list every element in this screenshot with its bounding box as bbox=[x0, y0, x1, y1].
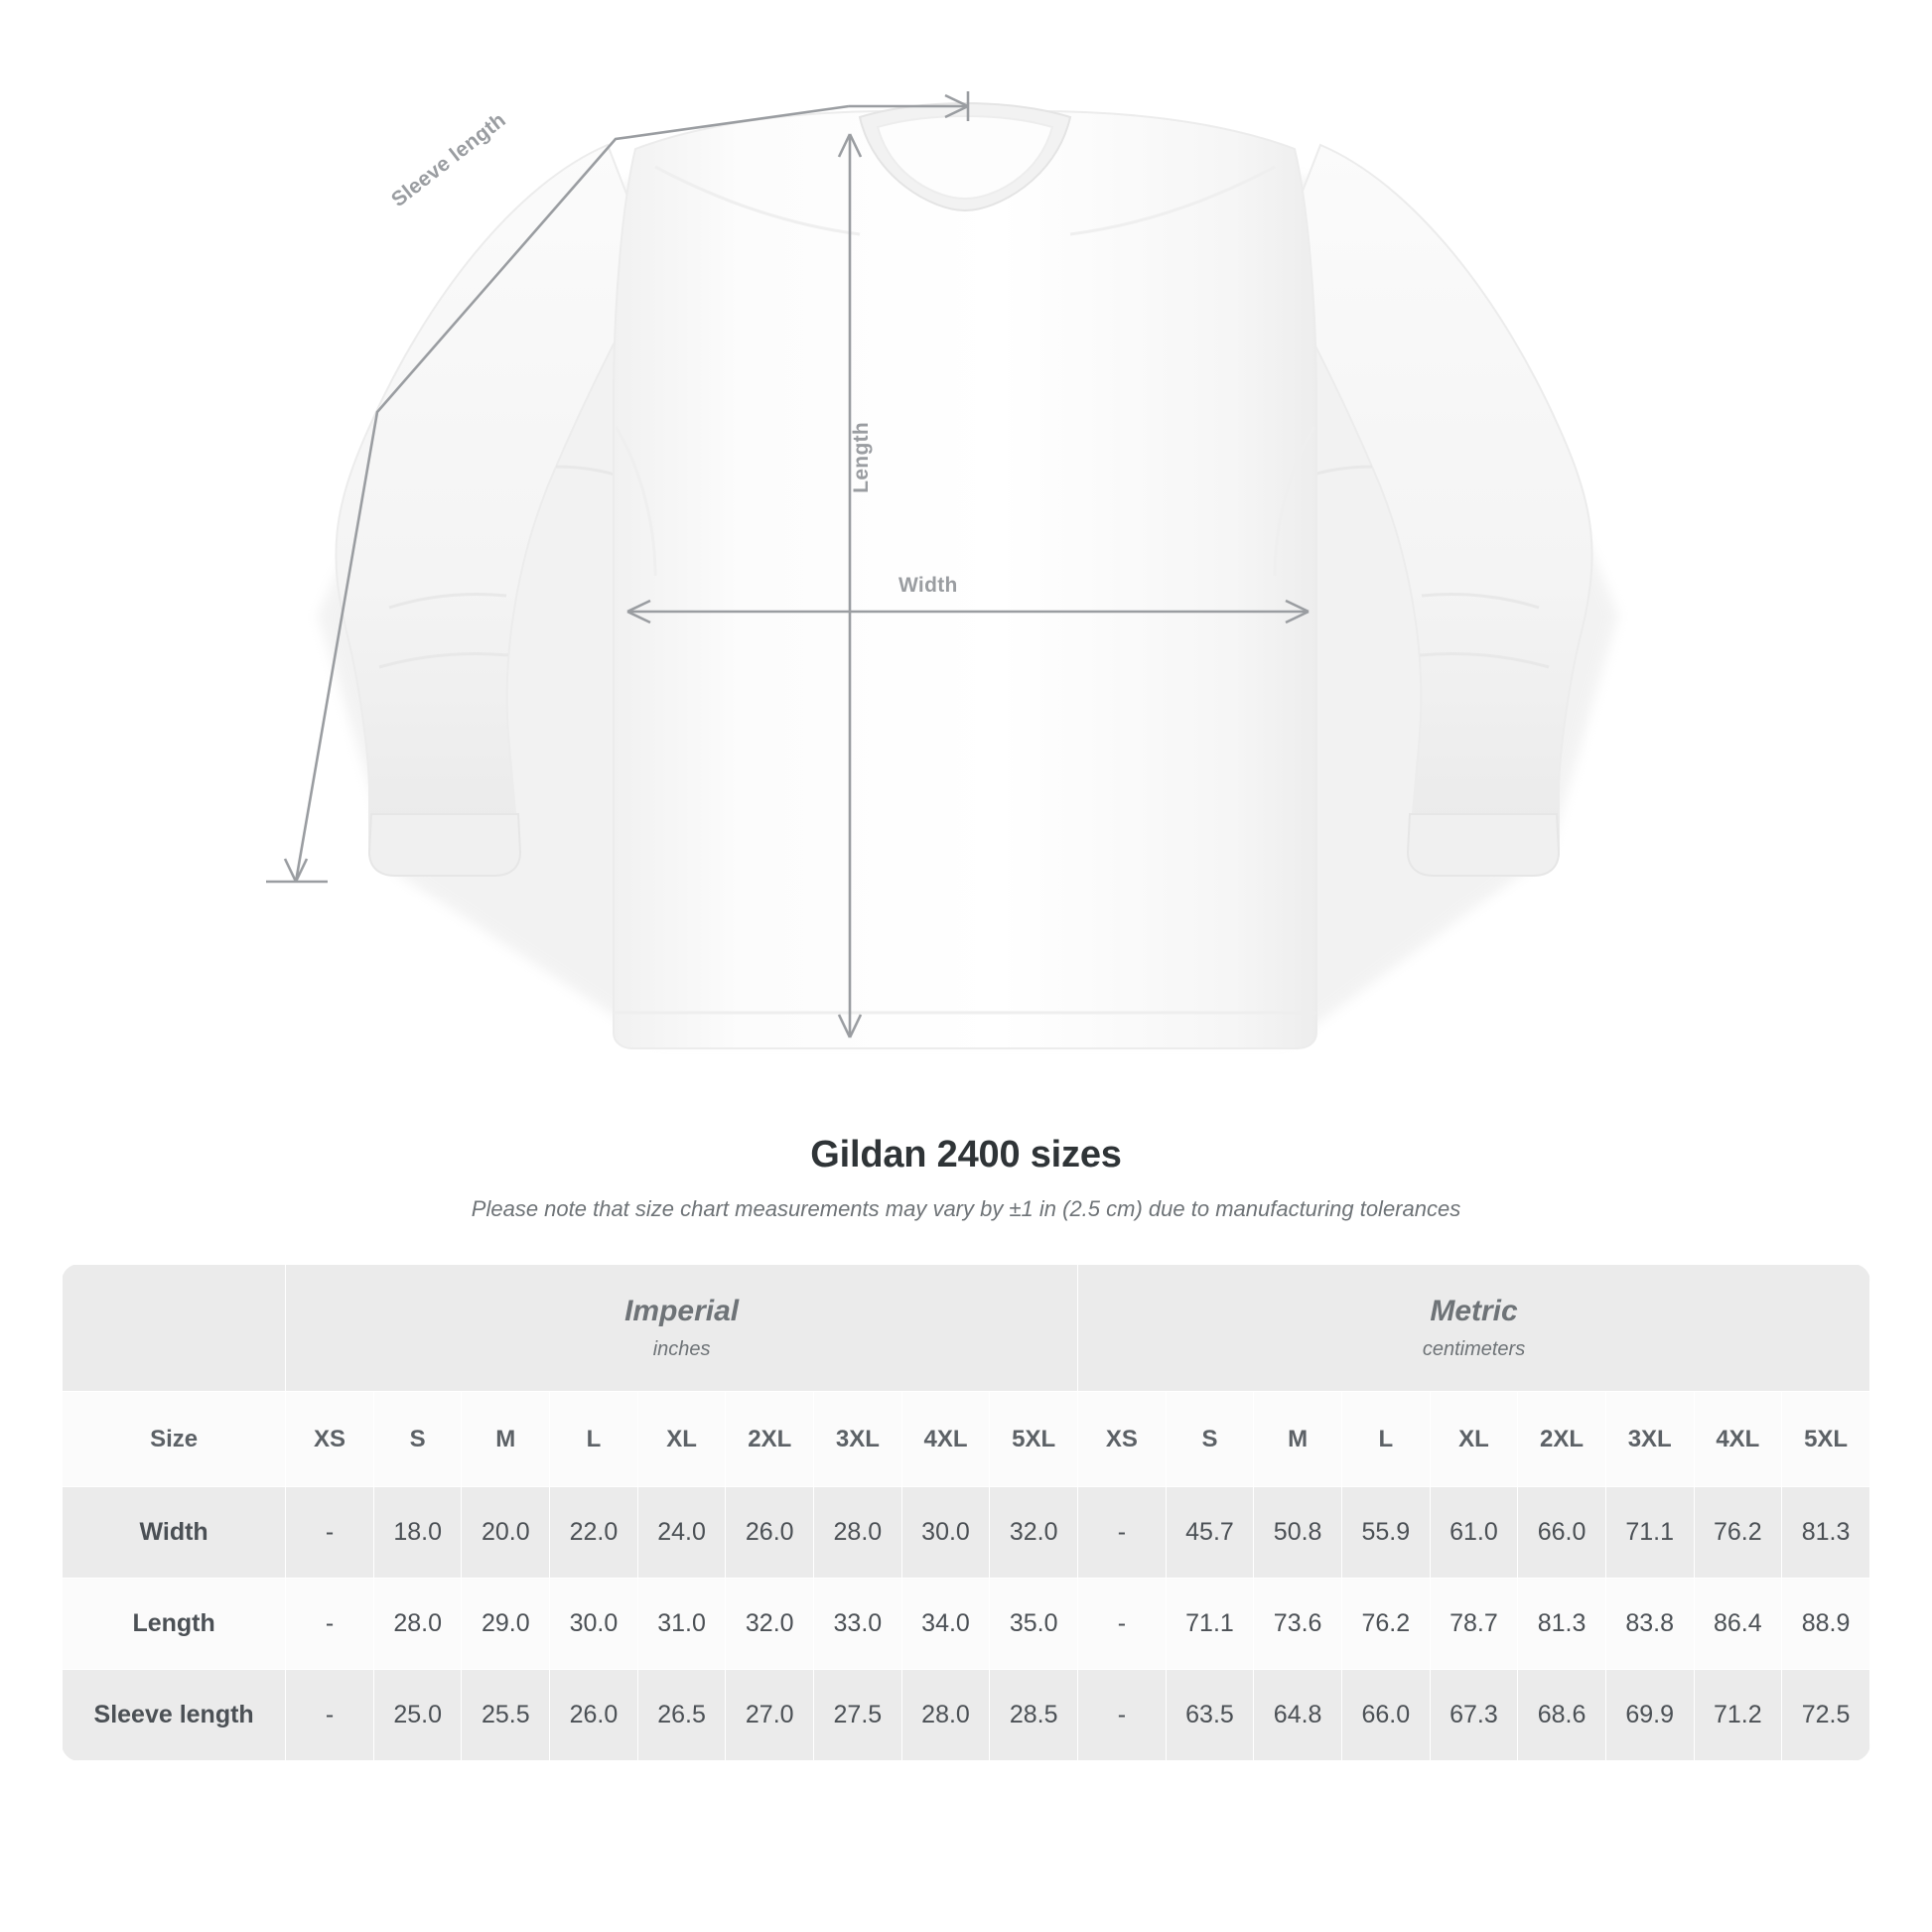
cell-width-imperial-5xl: 32.0 bbox=[990, 1487, 1078, 1579]
cell-sleeve-imperial-2xl: 27.0 bbox=[726, 1670, 814, 1761]
cell-length-imperial-4xl: 34.0 bbox=[901, 1579, 990, 1670]
row-label-width: Width bbox=[63, 1487, 286, 1579]
cell-width-metric-4xl: 76.2 bbox=[1694, 1487, 1782, 1579]
row-label-length: Length bbox=[63, 1579, 286, 1670]
cell-sleeve-metric-4xl: 71.2 bbox=[1694, 1670, 1782, 1761]
cell-width-imperial-xl: 24.0 bbox=[637, 1487, 726, 1579]
cell-sleeve-metric-l: 66.0 bbox=[1341, 1670, 1430, 1761]
cell-width-metric-2xl: 66.0 bbox=[1518, 1487, 1606, 1579]
cell-length-metric-2xl: 81.3 bbox=[1518, 1579, 1606, 1670]
cell-width-imperial-s: 18.0 bbox=[373, 1487, 462, 1579]
cell-sleeve-imperial-xs: - bbox=[286, 1670, 374, 1761]
cell-length-metric-xs: - bbox=[1078, 1579, 1167, 1670]
shirt-body bbox=[614, 111, 1316, 1048]
unit-group-metric-name: Metric bbox=[1430, 1295, 1518, 1327]
cell-width-metric-5xl: 81.3 bbox=[1782, 1487, 1870, 1579]
cell-length-metric-3xl: 83.8 bbox=[1605, 1579, 1694, 1670]
cell-length-imperial-m: 29.0 bbox=[462, 1579, 550, 1670]
cell-width-metric-xs: - bbox=[1078, 1487, 1167, 1579]
row-label-sleeve-length: Sleeve length bbox=[63, 1670, 286, 1761]
cell-length-imperial-5xl: 35.0 bbox=[990, 1579, 1078, 1670]
cell-sleeve-imperial-s: 25.0 bbox=[373, 1670, 462, 1761]
cell-length-metric-l: 76.2 bbox=[1341, 1579, 1430, 1670]
cell-sleeve-imperial-l: 26.0 bbox=[550, 1670, 638, 1761]
unit-group-imperial bbox=[286, 1265, 1078, 1392]
unit-group-imperial-sub: inches bbox=[652, 1338, 711, 1360]
size-header-row bbox=[63, 1392, 1870, 1487]
table-row bbox=[63, 1487, 1870, 1579]
size-col-imperial-s: S bbox=[373, 1392, 462, 1487]
width-dimension-label: Width bbox=[898, 574, 958, 597]
unit-group-metric-sub: centimeters bbox=[1422, 1338, 1526, 1360]
cell-sleeve-metric-2xl: 68.6 bbox=[1518, 1670, 1606, 1761]
size-col-imperial-m: M bbox=[462, 1392, 550, 1487]
page-title: Gildan 2400 sizes bbox=[810, 1134, 1122, 1175]
cell-width-imperial-xs: - bbox=[286, 1487, 374, 1579]
unit-header-spacer bbox=[63, 1265, 286, 1392]
cell-length-metric-m: 73.6 bbox=[1254, 1579, 1342, 1670]
cell-sleeve-imperial-xl: 26.5 bbox=[637, 1670, 726, 1761]
right-cuff bbox=[1408, 814, 1559, 876]
length-dimension-label: Length bbox=[850, 422, 873, 493]
cell-width-imperial-m: 20.0 bbox=[462, 1487, 550, 1579]
cell-length-imperial-l: 30.0 bbox=[550, 1579, 638, 1670]
size-table-wrapper bbox=[62, 1264, 1870, 1761]
sleeve-length-dimension-label: Sleeve length bbox=[387, 108, 510, 212]
size-header-cell: Size bbox=[63, 1392, 286, 1487]
cell-length-metric-xl: 78.7 bbox=[1430, 1579, 1518, 1670]
unit-group-metric bbox=[1078, 1265, 1870, 1392]
unit-group-imperial-name: Imperial bbox=[624, 1295, 740, 1327]
cell-width-imperial-2xl: 26.0 bbox=[726, 1487, 814, 1579]
cell-length-imperial-s: 28.0 bbox=[373, 1579, 462, 1670]
cell-width-imperial-3xl: 28.0 bbox=[814, 1487, 902, 1579]
cell-length-imperial-3xl: 33.0 bbox=[814, 1579, 902, 1670]
table-row bbox=[63, 1670, 1870, 1761]
cell-sleeve-metric-5xl: 72.5 bbox=[1782, 1670, 1870, 1761]
cell-sleeve-imperial-5xl: 28.5 bbox=[990, 1670, 1078, 1761]
cell-length-metric-4xl: 86.4 bbox=[1694, 1579, 1782, 1670]
size-col-metric-2xl: 2XL bbox=[1518, 1392, 1606, 1487]
cell-sleeve-imperial-4xl: 28.0 bbox=[901, 1670, 990, 1761]
cell-length-metric-s: 71.1 bbox=[1166, 1579, 1254, 1670]
cell-sleeve-metric-3xl: 69.9 bbox=[1605, 1670, 1694, 1761]
table-row bbox=[63, 1579, 1870, 1670]
unit-header-row bbox=[63, 1265, 1870, 1392]
size-col-metric-3xl: 3XL bbox=[1605, 1392, 1694, 1487]
cell-width-metric-m: 50.8 bbox=[1254, 1487, 1342, 1579]
cell-width-metric-xl: 61.0 bbox=[1430, 1487, 1518, 1579]
cell-length-imperial-xl: 31.0 bbox=[637, 1579, 726, 1670]
cell-length-metric-5xl: 88.9 bbox=[1782, 1579, 1870, 1670]
size-col-metric-xl: XL bbox=[1430, 1392, 1518, 1487]
left-cuff bbox=[369, 814, 520, 876]
size-col-imperial-2xl: 2XL bbox=[726, 1392, 814, 1487]
cell-width-imperial-l: 22.0 bbox=[550, 1487, 638, 1579]
cell-sleeve-metric-xl: 67.3 bbox=[1430, 1670, 1518, 1761]
cell-sleeve-imperial-m: 25.5 bbox=[462, 1670, 550, 1761]
cell-length-imperial-xs: - bbox=[286, 1579, 374, 1670]
size-col-metric-5xl: 5XL bbox=[1782, 1392, 1870, 1487]
size-col-metric-xs: XS bbox=[1078, 1392, 1167, 1487]
cell-sleeve-imperial-3xl: 27.5 bbox=[814, 1670, 902, 1761]
size-col-metric-l: L bbox=[1341, 1392, 1430, 1487]
cell-sleeve-metric-s: 63.5 bbox=[1166, 1670, 1254, 1761]
size-col-imperial-l: L bbox=[550, 1392, 638, 1487]
chart-heading bbox=[0, 1134, 1932, 1222]
size-col-imperial-5xl: 5XL bbox=[990, 1392, 1078, 1487]
size-col-imperial-xs: XS bbox=[286, 1392, 374, 1487]
cell-width-metric-s: 45.7 bbox=[1166, 1487, 1254, 1579]
cell-sleeve-metric-xs: - bbox=[1078, 1670, 1167, 1761]
cell-width-metric-l: 55.9 bbox=[1341, 1487, 1430, 1579]
size-col-imperial-xl: XL bbox=[637, 1392, 726, 1487]
size-col-metric-m: M bbox=[1254, 1392, 1342, 1487]
size-table bbox=[62, 1264, 1870, 1761]
cell-sleeve-metric-m: 64.8 bbox=[1254, 1670, 1342, 1761]
cell-width-metric-3xl: 71.1 bbox=[1605, 1487, 1694, 1579]
size-col-metric-4xl: 4XL bbox=[1694, 1392, 1782, 1487]
cell-width-imperial-4xl: 30.0 bbox=[901, 1487, 990, 1579]
tolerance-note: Please note that size chart measurements may vary by ±1 in (2.5 cm) due to manufacturing tolerances bbox=[471, 1196, 1461, 1221]
size-col-imperial-3xl: 3XL bbox=[814, 1392, 902, 1487]
size-col-metric-s: S bbox=[1166, 1392, 1254, 1487]
size-col-imperial-4xl: 4XL bbox=[901, 1392, 990, 1487]
cell-length-imperial-2xl: 32.0 bbox=[726, 1579, 814, 1670]
